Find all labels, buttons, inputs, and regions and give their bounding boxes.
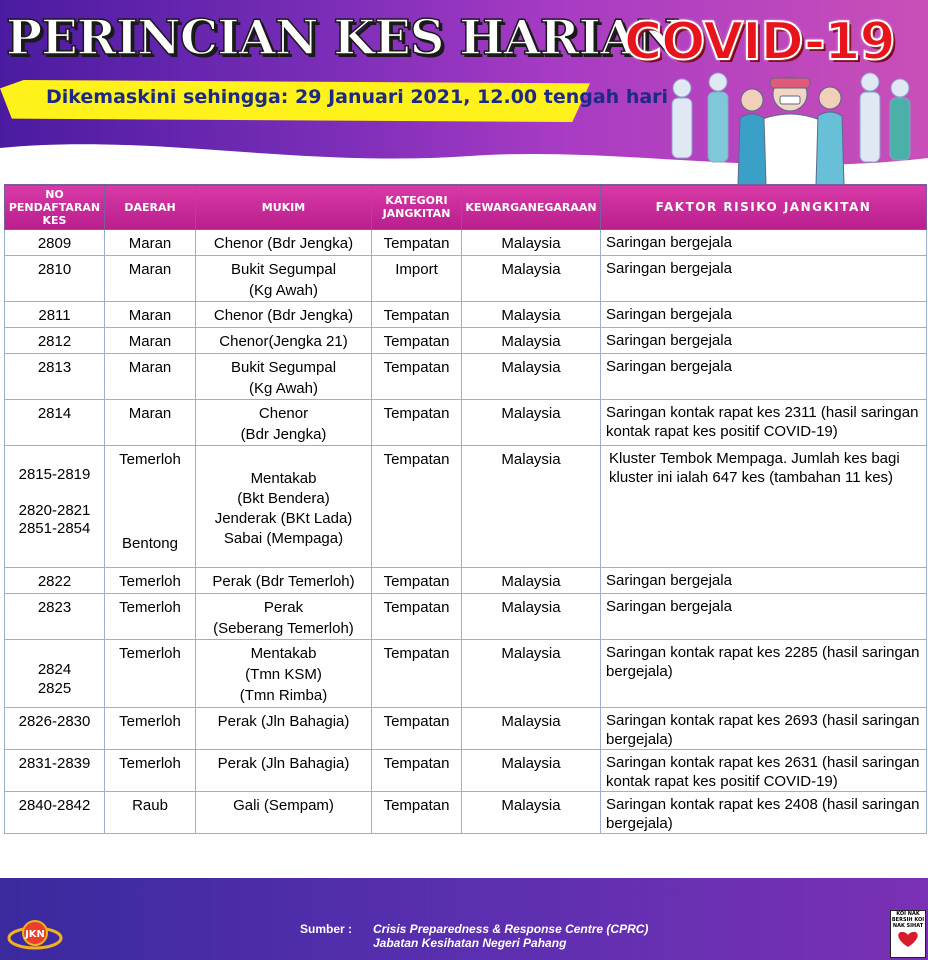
district: Temerloh bbox=[105, 708, 196, 750]
infection-category: Import bbox=[372, 256, 462, 302]
table-row bbox=[5, 400, 927, 446]
infection-category: Tempatan bbox=[372, 750, 462, 792]
subdistrict: Perak (Jln Bahagia) bbox=[196, 708, 372, 750]
district: Maran bbox=[105, 328, 196, 354]
column-header-daerah: DAERAH bbox=[105, 185, 196, 230]
infection-category: Tempatan bbox=[372, 446, 462, 568]
case-number: 2812 bbox=[5, 328, 105, 354]
case-number: 2815-2819 2820-2821 2851-2854 bbox=[5, 446, 105, 568]
subdistrict: Perak (Seberang Temerloh) bbox=[196, 594, 372, 640]
risk-factor: Saringan bergejala bbox=[601, 568, 927, 594]
source-label: Sumber : bbox=[300, 922, 353, 936]
column-header-mukim: MUKIM bbox=[196, 185, 372, 230]
subdistrict: Chenor (Bdr Jengka) bbox=[196, 400, 372, 446]
nationality: Malaysia bbox=[462, 302, 601, 328]
risk-factor: Saringan bergejala bbox=[601, 354, 927, 400]
logo-text: KOI NAK BERSIH KOI NAK SIHAT bbox=[891, 911, 925, 929]
nationality: Malaysia bbox=[462, 750, 601, 792]
risk-factor: Saringan kontak rapat kes 2311 (hasil saringan kontak rapat kes positif COVID-19) bbox=[601, 400, 927, 446]
table-row bbox=[5, 230, 927, 256]
subdistrict: Mentakab (Tmn KSM) (Tmn Rimba) bbox=[196, 640, 372, 708]
table-row bbox=[5, 302, 927, 328]
district: Maran bbox=[105, 256, 196, 302]
nationality: Malaysia bbox=[462, 568, 601, 594]
koi-nak-sihat-logo bbox=[890, 910, 926, 958]
case-number: 2822 bbox=[5, 568, 105, 594]
case-number: 2831-2839 bbox=[5, 750, 105, 792]
jkn-logo bbox=[6, 918, 64, 952]
district: Maran bbox=[105, 230, 196, 256]
risk-factor: Saringan kontak rapat kes 2693 (hasil saringan bergejala) bbox=[601, 708, 927, 750]
infection-category: Tempatan bbox=[372, 640, 462, 708]
infection-category: Tempatan bbox=[372, 568, 462, 594]
table-row bbox=[5, 708, 927, 750]
subdistrict: Gali (Sempam) bbox=[196, 792, 372, 834]
district: Temerloh bbox=[105, 568, 196, 594]
infection-category: Tempatan bbox=[372, 792, 462, 834]
nationality: Malaysia bbox=[462, 792, 601, 834]
table-row bbox=[5, 750, 927, 792]
subdistrict: Chenor (Bdr Jengka) bbox=[196, 302, 372, 328]
update-date: Dikemaskini sehingga: 29 Januari 2021, 12.00 tengah hari bbox=[46, 86, 669, 108]
table-row bbox=[5, 256, 927, 302]
table-row bbox=[5, 640, 927, 708]
subdistrict: Bukit Segumpal (Kg Awah) bbox=[196, 256, 372, 302]
nationality: Malaysia bbox=[462, 400, 601, 446]
case-number: 2810 bbox=[5, 256, 105, 302]
table-header-row bbox=[5, 185, 927, 230]
table-row bbox=[5, 594, 927, 640]
district: Maran bbox=[105, 400, 196, 446]
nationality: Malaysia bbox=[462, 328, 601, 354]
covid-title: COVID-19 bbox=[624, 12, 895, 72]
nationality: Malaysia bbox=[462, 256, 601, 302]
nationality: Malaysia bbox=[462, 446, 601, 568]
nationality: Malaysia bbox=[462, 354, 601, 400]
case-number: 2823 bbox=[5, 594, 105, 640]
risk-factor: Saringan bergejala bbox=[601, 230, 927, 256]
table-row bbox=[5, 792, 927, 834]
health-workers-illustration bbox=[660, 70, 920, 185]
case-number: 2809 bbox=[5, 230, 105, 256]
nationality: Malaysia bbox=[462, 640, 601, 708]
district: Temerloh bbox=[105, 750, 196, 792]
subdistrict: Mentakab (Bkt Bendera) Jenderak (BKt Lada) Sabai (Mempaga) bbox=[196, 446, 372, 568]
case-number: 2840-2842 bbox=[5, 792, 105, 834]
infection-category: Tempatan bbox=[372, 708, 462, 750]
table-row bbox=[5, 446, 927, 568]
page-title: PERINCIAN KES HARIAN bbox=[6, 10, 680, 66]
district: Temerloh Bentong bbox=[105, 446, 196, 568]
subdistrict: Perak (Bdr Temerloh) bbox=[196, 568, 372, 594]
district: Temerloh bbox=[105, 640, 196, 708]
source-text: Crisis Preparedness & Response Centre (CPRC) Jabatan Kesihatan Negeri Pahang bbox=[373, 922, 649, 950]
infection-category: Tempatan bbox=[372, 400, 462, 446]
column-header-kategori: KATEGORI JANGKITAN bbox=[372, 185, 462, 230]
case-number: 2824 2825 bbox=[5, 640, 105, 708]
subdistrict: Perak (Jln Bahagia) bbox=[196, 750, 372, 792]
case-details-table bbox=[4, 184, 927, 834]
infection-category: Tempatan bbox=[372, 594, 462, 640]
table-row bbox=[5, 568, 927, 594]
column-header-no: NO PENDAFTARAN KES bbox=[5, 185, 105, 230]
risk-factor: Saringan bergejala bbox=[601, 594, 927, 640]
subdistrict: Chenor (Bdr Jengka) bbox=[196, 230, 372, 256]
nationality: Malaysia bbox=[462, 708, 601, 750]
risk-factor: Saringan kontak rapat kes 2285 (hasil saringan bergejala) bbox=[601, 640, 927, 708]
heart-icon bbox=[891, 929, 925, 949]
column-header-faktor-risiko: FAKTOR RISIKO JANGKITAN bbox=[601, 185, 927, 230]
district: Raub bbox=[105, 792, 196, 834]
table-row bbox=[5, 354, 927, 400]
table-row bbox=[5, 328, 927, 354]
svg-text:JKN: JKN bbox=[25, 929, 45, 940]
risk-factor: Saringan bergejala bbox=[601, 256, 927, 302]
risk-factor: Saringan kontak rapat kes 2631 (hasil saringan kontak rapat kes positif COVID-19) bbox=[601, 750, 927, 792]
case-number: 2811 bbox=[5, 302, 105, 328]
case-number: 2814 bbox=[5, 400, 105, 446]
infection-category: Tempatan bbox=[372, 328, 462, 354]
infection-category: Tempatan bbox=[372, 302, 462, 328]
nationality: Malaysia bbox=[462, 230, 601, 256]
district: Maran bbox=[105, 302, 196, 328]
risk-factor: Saringan bergejala bbox=[601, 302, 927, 328]
column-header-kewarganegaraan: KEWARGANEGARAAN bbox=[462, 185, 601, 230]
subdistrict: Chenor(Jengka 21) bbox=[196, 328, 372, 354]
risk-factor: Saringan kontak rapat kes 2408 (hasil saringan bergejala) bbox=[601, 792, 927, 834]
case-number: 2813 bbox=[5, 354, 105, 400]
district: Temerloh bbox=[105, 594, 196, 640]
infection-category: Tempatan bbox=[372, 354, 462, 400]
nationality: Malaysia bbox=[462, 594, 601, 640]
risk-factor: Saringan bergejala bbox=[601, 328, 927, 354]
infection-category: Tempatan bbox=[372, 230, 462, 256]
district: Maran bbox=[105, 354, 196, 400]
risk-factor: Kluster Tembok Mempaga. Jumlah kes bagi kluster ini ialah 647 kes (tambahan 11 kes) bbox=[601, 446, 927, 568]
case-number: 2826-2830 bbox=[5, 708, 105, 750]
subdistrict: Bukit Segumpal (Kg Awah) bbox=[196, 354, 372, 400]
